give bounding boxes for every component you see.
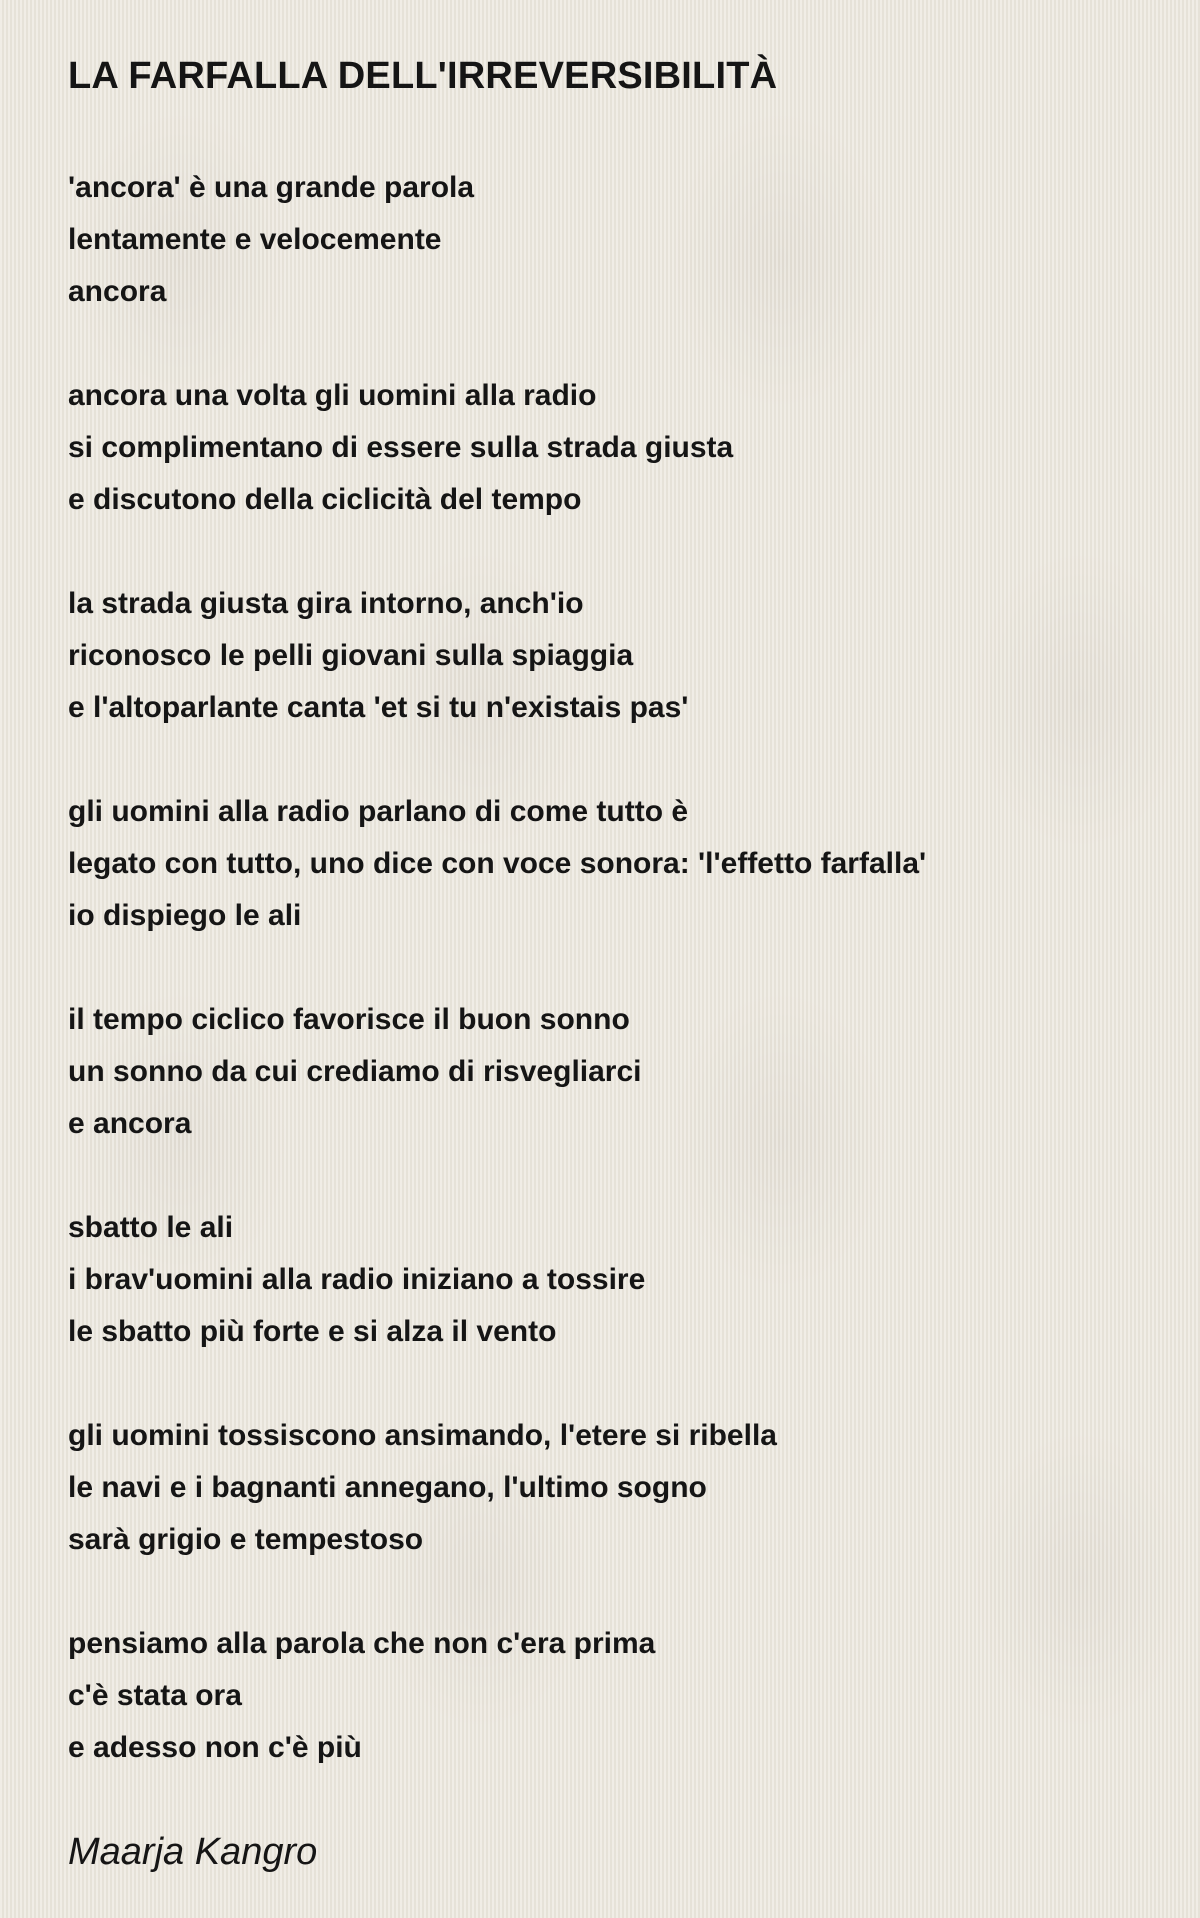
stanza-5 <box>68 994 1148 1150</box>
stanza-3 <box>68 578 1148 734</box>
stanza-1 <box>68 162 1148 318</box>
poem-line: il tempo ciclico favorisce il buon sonno <box>68 1003 630 1036</box>
poem-line: sbatto le ali <box>68 1211 234 1244</box>
stanza-4 <box>68 786 1148 942</box>
poem-page <box>68 48 1148 1878</box>
poem-title: LA FARFALLA DELL'IRREVERSIBILITÀ <box>68 55 778 97</box>
poem-line: un sonno da cui crediamo di risvegliarci <box>68 1055 642 1088</box>
poem-line: io dispiego le ali <box>68 899 302 932</box>
poem-line: la strada giusta gira intorno, anch'io <box>68 587 584 620</box>
poem-line: le sbatto più forte e si alza il vento <box>68 1315 557 1348</box>
poem-line: si complimentano di essere sulla strada giusta <box>68 431 734 464</box>
poem-line: ancora <box>68 275 167 308</box>
stanza-8 <box>68 1618 1148 1774</box>
poem-author: Maarja Kangro <box>68 1831 318 1873</box>
poem-line: pensiamo alla parola che non c'era prima <box>68 1627 656 1660</box>
poem-line: e ancora <box>68 1107 192 1140</box>
stanza-7 <box>68 1410 1148 1566</box>
poem-line: gli uomini alla radio parlano di come tutto è <box>68 795 689 828</box>
stanza-2 <box>68 370 1148 526</box>
poem-line: gli uomini tossiscono ansimando, l'etere si ribella <box>68 1419 777 1452</box>
stanza-6 <box>68 1202 1148 1358</box>
poem-line: sarà grigio e tempestoso <box>68 1523 424 1556</box>
poem-line: le navi e i bagnanti annegano, l'ultimo sogno <box>68 1471 707 1504</box>
poem-line: e discutono della ciclicità del tempo <box>68 483 582 516</box>
poem-line: legato con tutto, uno dice con voce sonora: 'l'effetto farfalla' <box>68 847 927 880</box>
poem-line: c'è stata ora <box>68 1679 242 1712</box>
poem-line: lentamente e velocemente <box>68 223 442 256</box>
poem-line: e adesso non c'è più <box>68 1731 362 1764</box>
poem-line: e l'altoparlante canta 'et si tu n'existais pas' <box>68 691 689 724</box>
poem-line: i brav'uomini alla radio iniziano a tossire <box>68 1263 646 1296</box>
poem-line: riconosco le pelli giovani sulla spiaggia <box>68 639 634 672</box>
poem-line: ancora una volta gli uomini alla radio <box>68 379 597 412</box>
poem-line: 'ancora' è una grande parola <box>68 171 475 204</box>
